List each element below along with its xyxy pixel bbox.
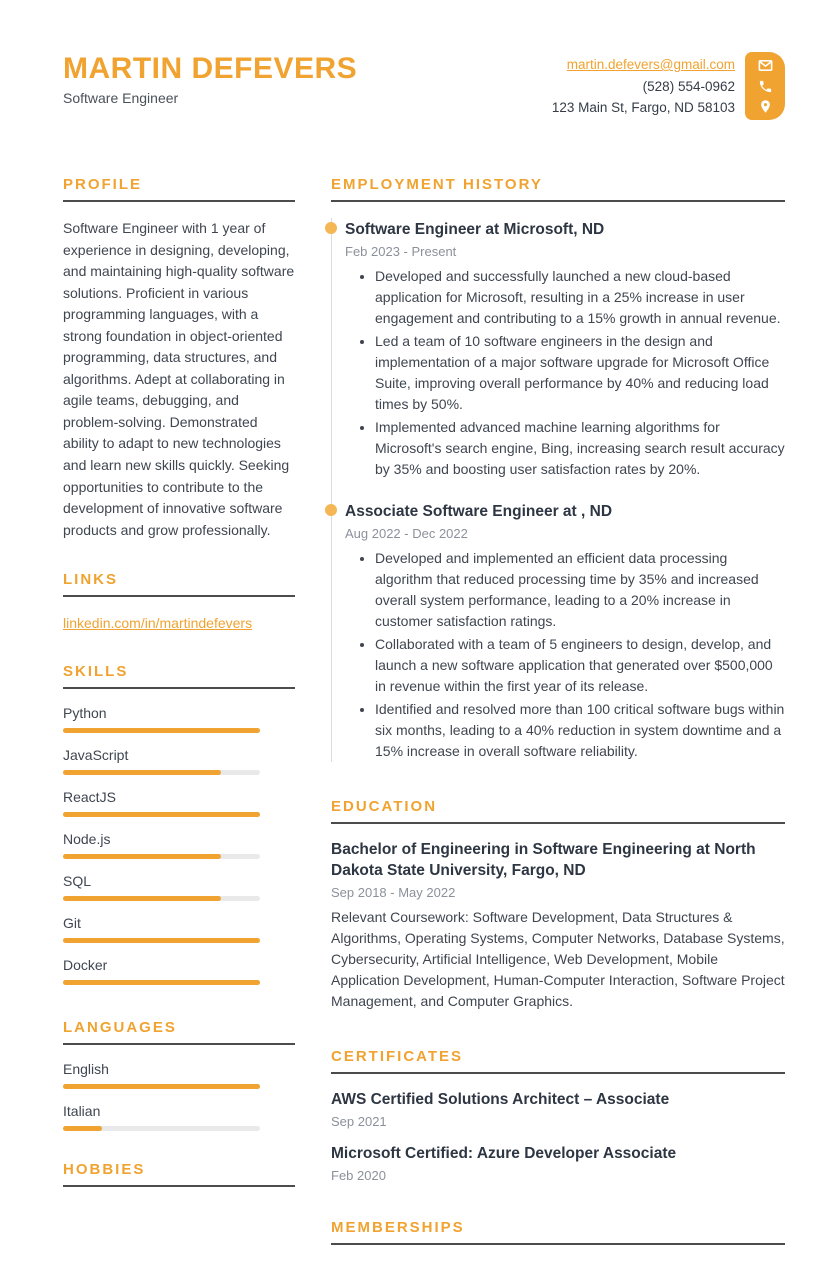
sidebar [63,176,295,1281]
timeline-dot [325,222,337,234]
skill-item [63,873,295,901]
job-dates: Aug 2022 - Dec 2022 [345,525,468,541]
education-description: Relevant Coursework: Software Development, Data Structures & Algorithms, Operating Systems, Computer Networks, Database Systems, Cybersecurity, Artificial Intelligence, Web Development, Mobile Application Development, Human-Computer Interaction, Software Project Management, and Computer Graphics. [331,908,785,1009]
skill-item [63,957,295,985]
location-icon [758,99,773,114]
header [63,52,785,120]
skill-bar-fill [63,896,221,901]
language-item [63,1061,295,1089]
section-hobbies [63,1161,295,1187]
language-name: English [63,1061,109,1078]
skill-name: SQL [63,873,92,890]
timeline-dot [325,504,337,516]
education-entry [331,840,785,1012]
job-title: Associate Software Engineer at , ND [345,502,613,520]
contact-icon-tab [745,52,785,120]
section-education [331,798,785,1012]
skill-name: Git [63,915,81,932]
skill-name: Python [63,705,107,722]
section-skills [63,663,295,985]
employment-timeline [331,218,785,762]
certificate-date: Sep 2021 [331,1113,387,1129]
section-certificates [331,1048,785,1183]
person-name: MARTIN DEFEVERS [63,52,358,85]
skills-section-title: SKILLS [63,663,295,689]
certificate-name: AWS Certified Solutions Architect – Associate [331,1090,670,1108]
job-bullet: • Developed and implemented an efficient data processing algorithm that reduced processing time by 35% and increased overall system performance, leading to a 20% increase in customer satisfaction ratings. [375,548,785,632]
job-dates: Feb 2023 - Present [345,243,457,259]
memberships-section-title: MEMBERSHIPS [331,1219,785,1245]
certificate-name: Microsoft Certified: Azure Developer Associate [331,1144,677,1162]
section-memberships [331,1219,785,1245]
main-column [331,176,785,1281]
skill-name: Node.js [63,831,111,848]
language-item [63,1103,295,1131]
person-role: Software Engineer [63,90,179,106]
job-bullet: • Implemented advanced machine learning algorithms for Microsoft's search engine, Bing, increasing search result accuracy by 35% and boosting user satisfaction rates by 20%. [375,417,785,480]
skill-bar-track [63,854,260,859]
section-profile [63,176,295,541]
contact-lines [552,52,735,119]
skill-item [63,789,295,817]
email-link[interactable]: martin.defevers@gmail.com [566,57,735,72]
certificates-section-title: CERTIFICATES [331,1048,785,1074]
employment-section-title: EMPLOYMENT HISTORY [331,176,785,202]
job-title: Software Engineer at Microsoft, ND [345,221,605,238]
language-bar-fill [63,1084,260,1089]
skill-name: JavaScript [63,747,129,764]
job-entry [345,218,785,480]
email-icon [758,58,773,73]
job-bullets [345,266,785,480]
phone-number: (528) 554-0962 [642,78,735,94]
skill-bar-track [63,728,260,733]
identity [63,52,357,106]
language-bar-track [63,1084,260,1089]
job-entry [345,500,785,762]
skill-item [63,747,295,775]
section-languages [63,1019,295,1131]
languages-section-title: LANGUAGES [63,1019,295,1045]
education-section-title: EDUCATION [331,798,785,824]
language-bar-track [63,1126,260,1131]
profile-text: Software Engineer with 1 year of experience in designing, developing, and maintaining high-quality software solutions. Proficient in various programming languages, with a strong foundation in object-oriented programming, data structures, and algorithms. Adept at collaborating in agile teams, debugging, and problem-solving. Demonstrated ability to adapt to new technologies and learn new skills quickly. Seeking opportunities to contribute to the development of innovative software products and grow professionally. [63,220,295,538]
skill-bar-fill [63,854,221,859]
skill-bar-fill [63,980,260,985]
job-bullet: • Led a team of 10 software engineers in the design and implementation of a major software upgrade for Microsoft Office Suite, improving overall performance by 40% and reducing load times by 50%. [375,331,785,415]
skill-item [63,915,295,943]
skill-bar-track [63,770,260,775]
degree-title: Bachelor of Engineering in Software Engineering at North Dakota State University, Fargo, ND [331,840,756,879]
job-bullet: • Developed and successfully launched a new cloud-based application for Microsoft, resulting in a 25% increase in user engagement and contributing to a 15% growth in annual revenue. [375,266,785,329]
links-section-title: LINKS [63,571,295,597]
language-name: Italian [63,1103,101,1120]
section-employment [331,176,785,762]
certificate-entry [331,1144,785,1183]
job-bullets [345,548,785,762]
skill-bar-track [63,812,260,817]
contact-block [552,52,785,120]
skill-bar-track [63,980,260,985]
language-bar-fill [63,1126,102,1131]
certificate-date: Feb 2020 [331,1167,386,1183]
phone-icon [758,79,773,94]
section-links [63,571,295,633]
address: 123 Main St, Fargo, ND 58103 [551,100,735,116]
job-bullet: • Identified and resolved more than 100 critical software bugs within six months, leading to a 40% reduction in system downtime and a 15% increase in overall software reliability. [375,699,785,762]
profile-section-title: PROFILE [63,176,295,202]
skill-bar-track [63,896,260,901]
skill-bar-fill [63,728,260,733]
skill-name: Docker [63,957,108,974]
skill-bar-fill [63,770,221,775]
skill-item [63,705,295,733]
linkedin-link[interactable]: linkedin.com/in/martindefevers [63,615,253,632]
content [63,176,785,1281]
education-dates: Sep 2018 - May 2022 [331,884,456,900]
certificate-entry [331,1090,785,1129]
skill-item [63,831,295,859]
job-bullet: • Collaborated with a team of 5 engineers to design, develop, and launch a new software application that generated over $500,000 in revenue within the first year of its release. [375,634,785,697]
hobbies-section-title: HOBBIES [63,1161,295,1187]
skill-bar-fill [63,812,260,817]
skill-bar-fill [63,938,260,943]
skill-name: ReactJS [63,789,116,806]
skill-bar-track [63,938,260,943]
